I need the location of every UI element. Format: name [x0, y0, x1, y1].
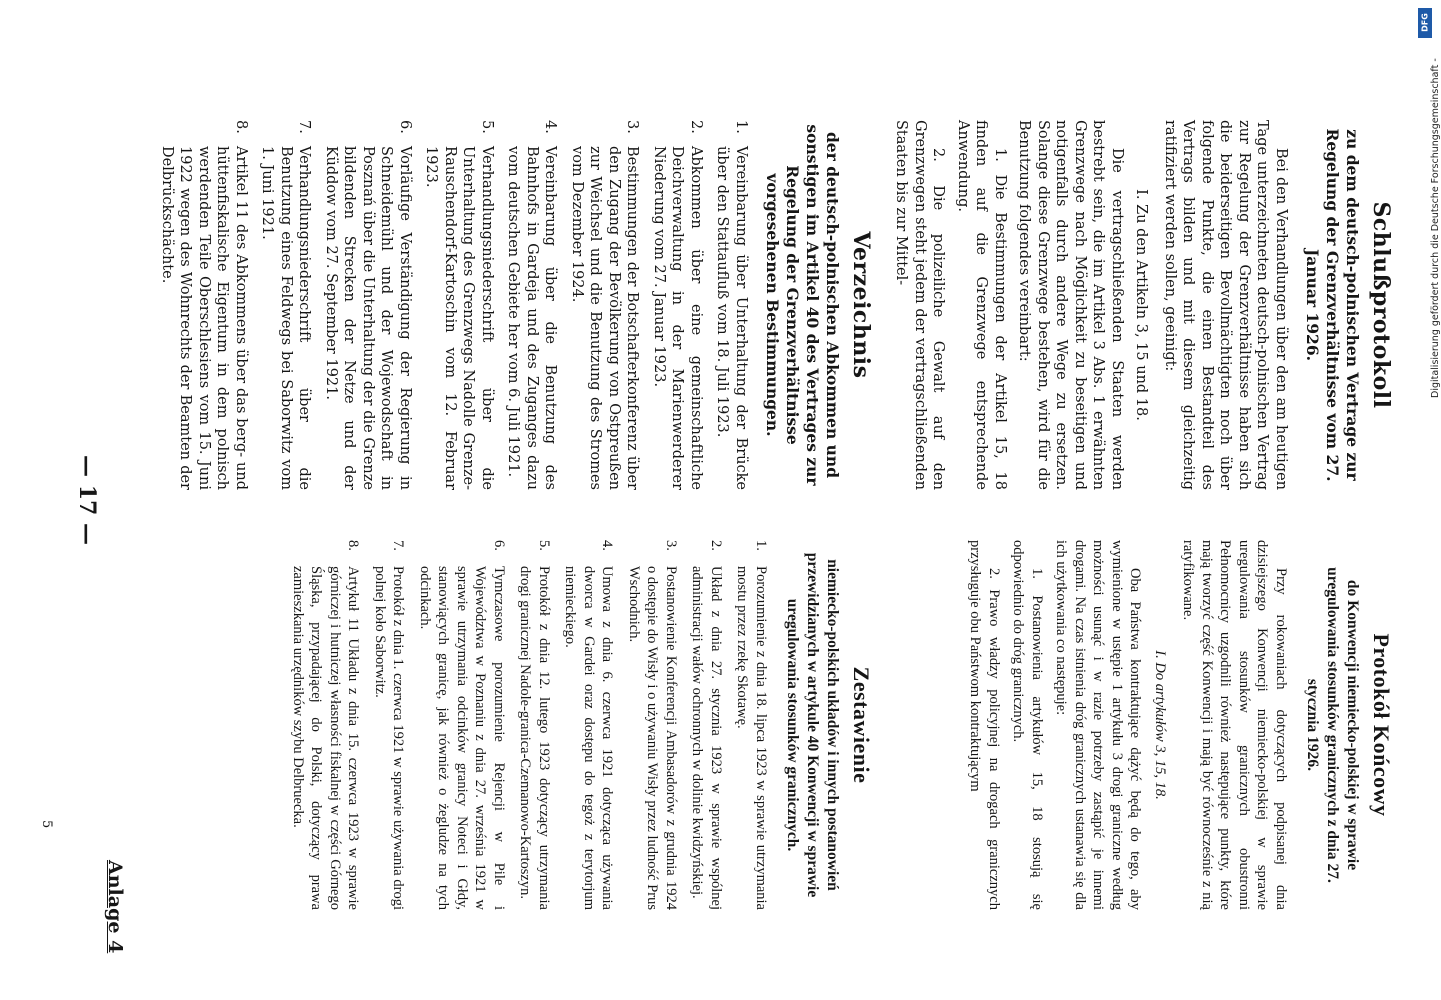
item-text: Vereinbarung über die Benutzung des Bahnhofs in Gardeja und des Zuganges dazu vom deutschen Gebiete her vom 6. Juli 1921. — [505, 146, 559, 490]
item-text: Bestimmungen der Botschafterkonferenz über den Zugang der Bevölkerung von Ostpreußen zur Weichsel und die Benutzung des Stromes vom Dezember 1924. — [569, 146, 641, 490]
item-number: 4. — [599, 540, 616, 551]
polish-point-2: 2. Prawo władzy policyjnej na drogach granicznych przysługuje obu Państwom kontraktującym — [967, 540, 1002, 910]
digitization-credit — [1412, 8, 1441, 428]
sheet-signature: 5 — [39, 820, 54, 829]
polish-list-item — [688, 540, 725, 910]
item-number: 7. — [296, 120, 313, 134]
german-point-1: 1. Die Bestimmungen der Artikel 15, 18 finden auf die Grenzwege entsprechende Anwendung. — [955, 120, 1008, 490]
polish-list-title: Zestawienie — [849, 666, 874, 784]
polish-article-heading: I. Do artykułów 3, 15, 18. — [1152, 650, 1168, 800]
polish-list-item — [561, 540, 617, 910]
item-number: 6. — [491, 540, 507, 551]
annex-label: Anlage 4 — [104, 860, 126, 954]
german-protocol-title: Schlußprotokoll — [1368, 201, 1394, 409]
item-number: 3. — [663, 540, 679, 551]
item-number: 8. — [345, 540, 362, 551]
item-text: Verhandlungsniederschrift über die Unterhaltung des Grenzwegs Nadolle Grenze-Rauschendorf-Kartoschin vom 12. Februar 1923. — [423, 146, 495, 490]
item-number: 5. — [479, 120, 495, 134]
item-number: 3. — [624, 120, 641, 134]
credit-text: Digitalisierung gefördert durch die Deutsche Forschungsgemeinschaft - — [1430, 58, 1441, 398]
item-text: Umowa z dnia 6. czerwca 1921 dotycząca używania dworca w Gardei oraz dostępu do tegoż z terytorjum niemieckiego. — [562, 566, 616, 910]
item-text: Protokół z dnia 1. czerwca 1921 w sprawie używania drogi polnej koło Saborwitz. — [372, 566, 407, 910]
polish-list-item — [289, 540, 363, 910]
item-text: Artikel 11 des Abkommens über das berg- und hüttenfiskalische Eigentum in dem polnisch werdenden Teile Oberschlesiens vom 15. Juni 1922 wegen des Wohnrechts der Beamten der Delbrückschächte. — [159, 146, 249, 490]
item-number: 1. — [753, 540, 769, 551]
polish-list-subtitle: niemiecko-polskich układów i innych postanowień przewidzianych w artykule 40 Konwencji w sprawie uregulowania stosunków granicznych. — [784, 552, 841, 898]
item-number: 2. — [688, 120, 704, 134]
polish-list — [289, 540, 771, 910]
german-list-item — [258, 120, 314, 490]
polish-list-item — [733, 540, 770, 910]
german-list-subtitle: der deutsch-polnischen Abkommen und sonstigen im Artikel 40 des Vertrages zur Regelung der Grenzverhältnisse vorgesehenen Bestimmungen. — [763, 124, 842, 486]
item-number: 4. — [542, 120, 559, 134]
german-list-title: Verzeichnis — [848, 231, 874, 379]
german-list-item — [322, 120, 415, 490]
german-list-item — [422, 120, 496, 490]
polish-list-item — [625, 540, 681, 910]
item-text: Układ z dnia 27. stycznia 1923 w sprawie wspólnej administracji wałów ochronnych w dolinie kwidzyńskiej. — [689, 566, 724, 910]
item-text: Verhandlungsniederschrift über die Benutzung eines Feldwegs bei Saborwitz vom 1. Juni 1921. — [259, 146, 313, 490]
german-protocol-intro: Bei den Verhandlungen über den am heutigen Tage unterzeichneten deutsch-polnischen Vertrag zur Regelung der Grenzverhältnisse haben sich die beiderseitigen Bevollmächtigten noch über folgende Punkte, die einen Bestandteil des Vertrags bilden und mit diesem gleichzeitig ratifiziert werden sollen, geeinigt: — [1162, 120, 1289, 490]
polish-article-paragraph: Oba Państwa kontraktujące dążyć będą do tego, aby wymienione w ustępie 1 artykułu 3 drogi graniczne według możności usunąć i w razie potrzeby zastąpić je innemi drogami. Na czas istnienia dróg granicznych ustanawia się dla ich użytkowania co następuje: — [1053, 540, 1144, 910]
item-text: Protokół z dnia 12. lutego 1923 dotyczący utrzymania drogi granicznej Nadole-granica-Czemanowo-Kartoszyn. — [517, 566, 552, 910]
german-list — [158, 120, 751, 490]
item-text: Vereinbarung über Unterhaltung der Brücke über den Stattaufluß vom 18. Juli 1923. — [714, 146, 749, 490]
page-number: — 17 — — [74, 455, 100, 545]
polish-list-item — [416, 540, 509, 910]
item-text: Artykuł 11 Układu z dnia 15. czerwca 1923 w sprawie górniczej i hutniczej własności fiskalnej w części Górnego Śląska, przypadającej do Polski, dotyczący prawa zamieszkania urzędników szybu Delbruecka. — [290, 566, 362, 910]
polish-protocol-intro: Przy rokowaniach dotyczących podpisanej dnia dzisiejszego Konwencji niemiecko-polskiej w sprawie uregulowania stosunków granicznych obustronni Pełnomocnicy uzgodnili również następujące punkty, które mają tworzyć część Konwencji i mają być równocześnie z nią ratyfikowane. — [1180, 540, 1289, 910]
dfg-logo-text: DFG — [1420, 13, 1430, 32]
german-list-item — [713, 120, 750, 490]
german-protocol-subtitle: zu dem deutsch-polnischen Vertrage zur Regelung der Grenzverhältnisse vom 27. Januar 1926. — [1303, 128, 1362, 482]
item-number: 6. — [397, 120, 413, 134]
polish-protocol — [960, 540, 1394, 910]
german-list-item — [504, 120, 560, 490]
item-text: Porozumienie z dnia 18. lipca 1923 w sprawie utrzymania mostu przez rzekę Skotawę. — [734, 566, 769, 910]
item-number: 7. — [390, 540, 407, 551]
german-article-paragraph: Die vertragschließenden Staaten werden bestrebt sein, die im Artikel 3 Abs. 1 erwähnten Grenzwege nach Möglichkeit zu beseitigen und notigenfalls durch andere Wege zu ersetzen. Solange diese Grenzwege bestehen, wird für die Benutzung folgendes vereinbart: — [1016, 120, 1125, 490]
german-protocol — [886, 120, 1394, 490]
item-number: 1. — [733, 120, 749, 134]
german-list-item — [158, 120, 251, 490]
item-text: Vorläufige Verständigung der Regierung in Schneidemühl und der Wojewodschaft in Posznań über die Unterhaltung der die Grenze bildenden Strecken der Netze und der Küddow vom 27. September 1921. — [323, 146, 413, 490]
german-point-2: 2. Die polizeiliche Gewalt auf den Grenzwegen steht jedem der vertragschließenden Staaten bis zur Mittel- — [893, 120, 947, 490]
polish-protocol-subtitle: do Konwencji niemiecko-polskiej w sprawie uregulowania stosunków granicznych z dnia 27. stycznia 1926. — [1304, 567, 1361, 883]
german-list-item — [568, 120, 642, 490]
german-column — [150, 120, 875, 490]
german-list-item — [650, 120, 706, 490]
item-number: 2. — [708, 540, 724, 551]
dfg-logo — [1418, 8, 1432, 38]
polish-protocol-title: Protokół Końcowy — [1369, 633, 1394, 817]
polish-column — [281, 540, 875, 910]
polish-list-item — [371, 540, 408, 910]
german-article-heading: I. Zu den Artikeln 3, 15 und 18. — [1133, 189, 1150, 421]
item-number: 8. — [233, 120, 249, 134]
item-number: 5. — [536, 540, 552, 551]
item-text: Abkommen über eine gemeinschaftliche Deichverwaltung in der Marienwerderer Niederung vom 27. Januar 1923. — [651, 146, 704, 490]
polish-point-1: 1. Postanowienia artykułów 15, 18 stosują się odpowiednio do dróg granicznych. — [1010, 540, 1045, 910]
polish-list-item — [516, 540, 553, 910]
item-text: Postanowienie Konferencji Ambasadorów z grudnia 1924 o dostępie do Wisły i o używaniu Wisły przez ludność Prus Wschodnich. — [626, 566, 679, 910]
item-text: Tymczasowe porozumienie Rejencji w Pile i Województwa w Poznaniu z dnia 27. września 1921 w sprawie utrzymania odcinków granicy Noteci i Głdy, stanowiących granicę, jak również o żegludze na tych odcinkach. — [417, 566, 507, 910]
